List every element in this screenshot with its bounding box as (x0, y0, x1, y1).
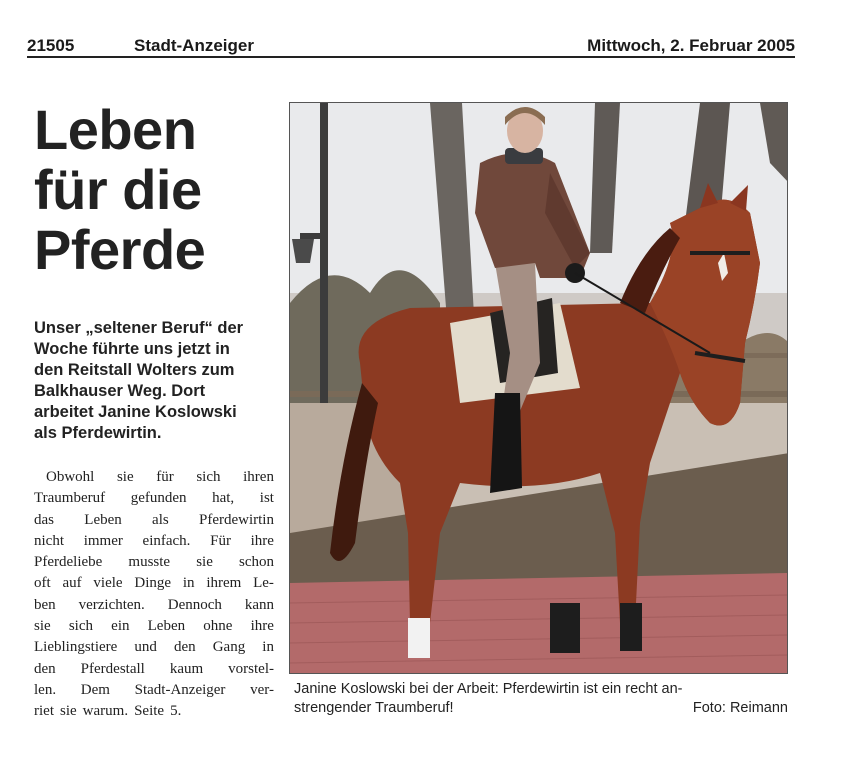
lead-line: Balkhauser Weg. Dort (34, 382, 206, 400)
body-word: in (262, 639, 274, 656)
body-word: kann (244, 596, 274, 613)
caption-line: strengender Traumberuf! (294, 700, 454, 716)
body-word: ihre (250, 532, 274, 549)
body-word: sie (196, 554, 213, 571)
body-word: len. (34, 681, 57, 698)
body-word: in (182, 575, 195, 592)
body-word: einfach. (142, 532, 191, 549)
body-word: Dem (80, 681, 110, 698)
body-word: Dinge (134, 575, 172, 592)
masthead (27, 34, 795, 58)
body-word: ihrem (206, 575, 242, 592)
body-word: sich (196, 469, 221, 485)
body-word: Gang (212, 639, 246, 656)
body-word: gefunden (130, 490, 187, 507)
body-word: ohne (203, 618, 233, 635)
body-word: Le- (253, 575, 274, 592)
body-word: auf (62, 575, 82, 592)
body-word: Traumberuf (34, 490, 106, 507)
body-word: ver- (250, 681, 274, 698)
body-line (34, 488, 274, 509)
headline-line: Pferde (34, 218, 206, 281)
headline (34, 100, 205, 280)
headline-line: Leben (34, 98, 197, 161)
body-word: vorstel- (228, 660, 274, 677)
body-word: als (152, 511, 169, 528)
body-word: riet (34, 703, 54, 720)
body-word: ihren (243, 469, 274, 485)
photo-credit: Foto: Reimann (692, 700, 788, 716)
body-word: Obwohl (46, 469, 95, 485)
body-word: warum. (82, 703, 129, 720)
body-word: nicht (34, 532, 64, 549)
body-word: den (173, 639, 196, 656)
body-word: sie (34, 618, 51, 635)
lead-line: Woche führte uns jetzt in (34, 340, 230, 358)
issue-date: Mittwoch, 2. Februar 2005 (587, 36, 795, 55)
body-word: Leben (84, 511, 122, 528)
article-body (34, 467, 274, 723)
body-word: oft (34, 575, 51, 592)
body-line (34, 595, 274, 616)
lead-line: als Pferdewirtin. (34, 424, 162, 442)
body-word: Pferdestall (80, 660, 145, 677)
body-word: immer (83, 532, 123, 549)
body-word: viele (93, 575, 123, 592)
body-word: Pferdeliebe (34, 554, 103, 571)
body-word: Für (210, 532, 231, 549)
body-word: ist (259, 490, 274, 507)
body-word: verzichten. (78, 596, 145, 613)
caption-line: Janine Koslowski bei der Arbeit: Pferdewirtin ist ein recht an- (294, 681, 683, 697)
lead-paragraph (34, 318, 284, 444)
body-word: Seite (134, 703, 165, 720)
article-photo (289, 102, 788, 674)
body-word: Pferdewirtin (199, 511, 274, 528)
body-word: 5. (170, 703, 182, 720)
body-word: ein (111, 618, 130, 635)
body-line (34, 531, 274, 552)
body-word: Leben (147, 618, 186, 635)
body-line (34, 659, 274, 680)
body-word: Lieblingstiere (34, 639, 118, 656)
body-word: sich (68, 618, 93, 635)
newspaper-name: Stadt-Anzeiger (134, 36, 254, 55)
lead-line: Unser „seltener Beruf“ der (34, 319, 244, 337)
body-line (34, 637, 274, 658)
body-word: ihre (250, 618, 274, 635)
body-word: sie (116, 469, 134, 485)
body-line (34, 680, 274, 701)
body-word: und (134, 639, 157, 656)
body-word: sie (60, 703, 77, 720)
body-line (34, 701, 274, 722)
lead-line: den Reitstall Wolters zum (34, 361, 235, 379)
photo-caption (294, 680, 788, 718)
body-word: das (34, 511, 54, 528)
body-word: für (156, 469, 174, 485)
body-word: schon (238, 554, 274, 571)
body-line (34, 616, 274, 637)
body-word: Stadt-Anzeiger (134, 681, 226, 698)
lead-line: arbeitet Janine Koslowski (34, 403, 237, 421)
page-number: 21505 (27, 36, 75, 55)
body-word: hat, (212, 490, 235, 507)
body-line (34, 552, 274, 573)
body-word: ben (34, 596, 56, 613)
body-word: kaum (169, 660, 204, 677)
body-word: den (34, 660, 56, 677)
body-line (34, 573, 274, 594)
horse-rider-photo (290, 103, 788, 674)
body-line (34, 467, 274, 488)
body-line (34, 510, 274, 531)
body-word: musste (128, 554, 171, 571)
body-word: Dennoch (167, 596, 222, 613)
headline-line: für die (34, 158, 202, 221)
